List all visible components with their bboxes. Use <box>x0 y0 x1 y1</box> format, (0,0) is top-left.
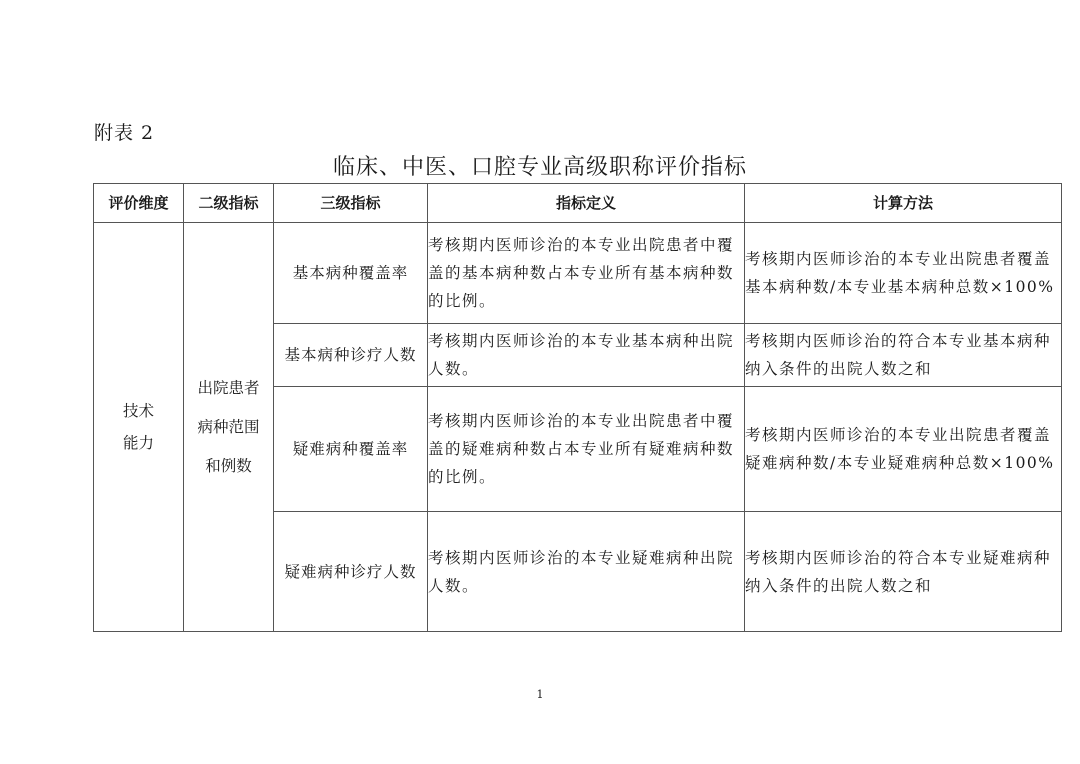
metric-cell: 基本病种覆盖率 <box>274 223 428 324</box>
metric-cell: 疑难病种覆盖率 <box>274 387 428 512</box>
header-tertiary-indicator: 三级指标 <box>274 184 428 223</box>
evaluation-indicator-table <box>93 183 1062 632</box>
secondary-line: 和例数 <box>205 456 252 475</box>
definition-cell: 考核期内医师诊治的本专业疑难病种出院人数。 <box>428 512 745 632</box>
definition-cell: 考核期内医师诊治的本专业基本病种出院人数。 <box>428 324 745 387</box>
secondary-indicator-cell <box>184 223 274 632</box>
secondary-line: 出院患者 <box>197 378 260 397</box>
metric-cell: 基本病种诊疗人数 <box>274 324 428 387</box>
header-dimension: 评价维度 <box>94 184 184 223</box>
definition-cell: 考核期内医师诊治的本专业出院患者中覆盖的疑难病种数占本专业所有疑难病种数的比例。 <box>428 387 745 512</box>
dimension-cell <box>94 223 184 632</box>
appendix-label: 附表 2 <box>94 122 155 144</box>
secondary-line: 病种范围 <box>197 417 260 436</box>
method-cell: 考核期内医师诊治的本专业出院患者覆盖疑难病种数/本专业疑难病种总数×100% <box>745 387 1062 512</box>
header-calculation-method: 计算方法 <box>745 184 1062 223</box>
method-cell: 考核期内医师诊治的符合本专业基本病种纳入条件的出院人数之和 <box>745 324 1062 387</box>
dimension-line: 能力 <box>122 434 154 452</box>
method-cell: 考核期内医师诊治的本专业出院患者覆盖基本病种数/本专业基本病种总数×100% <box>745 223 1062 324</box>
document-title: 临床、中医、口腔专业高级职称评价指标 <box>332 155 747 180</box>
definition-cell: 考核期内医师诊治的本专业出院患者中覆盖的基本病种数占本专业所有基本病种数的比例。 <box>428 223 745 324</box>
header-secondary-indicator: 二级指标 <box>184 184 274 223</box>
page-number: 1 <box>536 688 544 701</box>
dimension-line: 技术 <box>122 402 154 420</box>
table-header-row <box>94 184 1062 223</box>
method-cell: 考核期内医师诊治的符合本专业疑难病种纳入条件的出院人数之和 <box>745 512 1062 632</box>
header-definition: 指标定义 <box>428 184 745 223</box>
table-row <box>94 223 1062 324</box>
metric-cell: 疑难病种诊疗人数 <box>274 512 428 632</box>
